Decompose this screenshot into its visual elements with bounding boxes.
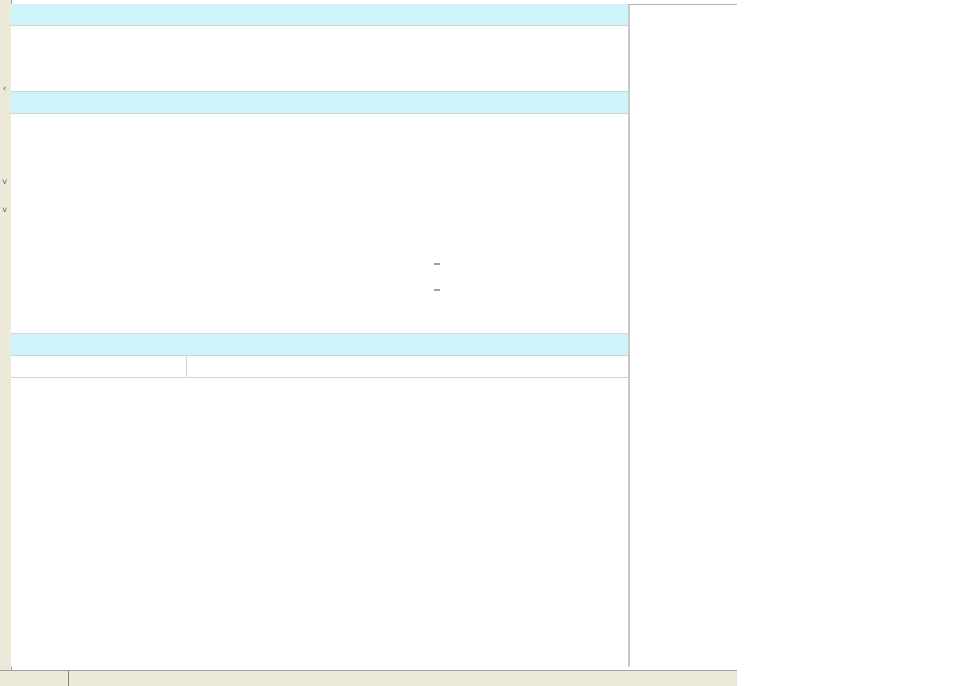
section-header-seasonal [11,334,628,356]
collapse-arrow-icon: ‹ [2,84,8,94]
spacer-row [11,312,628,334]
status-bar [0,670,737,686]
expand-arrow-icon: ˅ [2,206,8,216]
value-tooltip [434,263,440,265]
results-panel [11,4,628,667]
spacer-row [11,70,628,92]
expand-arrow-icon: ˅ [2,178,8,188]
variant-row[interactable] [11,356,628,378]
section-header-loss-indicators [11,4,628,26]
panel-right-border [628,4,630,667]
value-tooltip [434,289,440,291]
section-header-ventilation [11,92,628,114]
